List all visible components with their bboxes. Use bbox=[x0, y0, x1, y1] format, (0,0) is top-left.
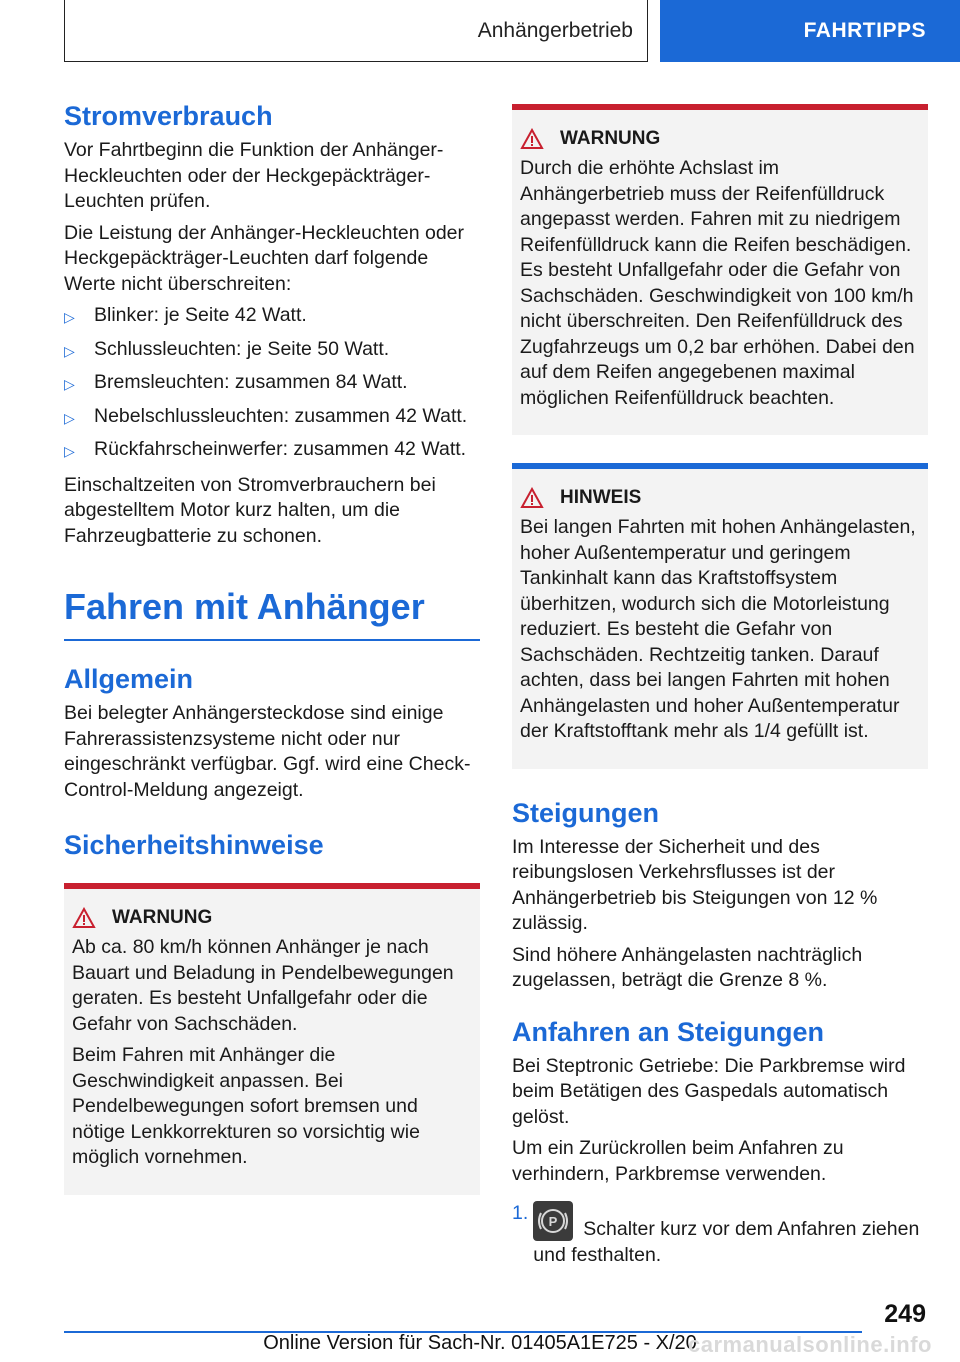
right-column bbox=[512, 104, 928, 1268]
warning-triangle-icon bbox=[520, 487, 560, 509]
triangle-bullet-icon: ▷ bbox=[64, 342, 75, 359]
paragraph: Im Interesse der Sicherheit und des reibungslosen Verkehrsflusses ist der Anhängerbetrieb bis Steigungen von 12 % zulässig. bbox=[512, 835, 878, 934]
hinweis-header: HINWEIS bbox=[520, 487, 920, 509]
paragraph: Beim Fahren mit Anhänger die Geschwindigkeit anpassen. Bei Pendelbewegungen sofort bremsen und nötige Lenkkorrekturen so vorsichtig wie möglich vornehmen. bbox=[72, 1044, 420, 1168]
paragraph: Sind höhere Anhängelasten nachträglich zugelassen, beträgt die Grenze 8 %. bbox=[512, 943, 863, 991]
list-item: ▷ Nebelschlussleuchten: zusammen 42 Watt. bbox=[64, 404, 480, 432]
heading-steigungen: Steigungen bbox=[512, 797, 659, 828]
section-label: Anhängerbetrieb bbox=[64, 0, 648, 62]
svg-text:P: P bbox=[548, 1214, 558, 1229]
warning-triangle-icon bbox=[72, 907, 112, 929]
paragraph: Bei belegter Anhängersteckdose sind einige Fahrerassistenzsysteme nicht oder nur eingeschränkt verfügbar. Ggf. wird eine Check-Control-Meldung angezeigt. bbox=[64, 702, 471, 801]
warning-header: WARNUNG bbox=[72, 907, 472, 929]
page-number: 249 bbox=[884, 1300, 926, 1328]
hinweis-box bbox=[512, 463, 928, 769]
warning-triangle-icon bbox=[520, 128, 560, 150]
watermark: carmanualsonline.info bbox=[688, 1332, 932, 1357]
page-header bbox=[0, 0, 960, 66]
heading-sicherheitshinweise: Sicherheitshinweise bbox=[64, 830, 324, 860]
triangle-bullet-icon: ▷ bbox=[64, 376, 75, 392]
list-item: ▷ Rückfahrscheinwerfer: zusammen 42 Watt. bbox=[64, 437, 480, 465]
chapter-label: FAHRTIPPS bbox=[660, 0, 960, 62]
online-version-text: Online Version für Sach-Nr. 01405A1E725 - X/20 bbox=[263, 1332, 697, 1354]
wattage-list bbox=[64, 303, 480, 465]
heading-allgemein: Allgemein bbox=[64, 664, 194, 694]
heading-fahren-mit-anhaenger: Fahren mit Anhänger bbox=[64, 585, 480, 641]
paragraph: Ab ca. 80 km/h können Anhänger je nach Bauart und Beladung in Pendelbewegungen geraten. Es besteht Unfallgefahr oder die Gefahr von Sachschäden. bbox=[72, 936, 454, 1035]
warning-box bbox=[512, 104, 928, 435]
paragraph: Die Leistung der Anhänger-Heckleuchten oder Heckgepäckträger-Leuchten darf folgende Werte nicht überschreiten: bbox=[64, 221, 465, 295]
step-number: 1. bbox=[512, 1202, 529, 1224]
paragraph: Bei Steptronic Getriebe: Die Parkbremse wird beim Betätigen des Gaspedals automatisch gelöst. bbox=[512, 1054, 906, 1128]
step-text: Schalter kurz vor dem Anfahren ziehen und festhalten. bbox=[533, 1218, 920, 1266]
heading-stromverbrauch: Stromverbrauch bbox=[64, 101, 273, 131]
left-column bbox=[64, 100, 480, 1195]
paragraph: Vor Fahrtbeginn die Funktion der Anhänger-Heckleuchten oder der Heckgepäckträger-Leuchten prüfen. bbox=[64, 139, 444, 212]
step-list-item bbox=[512, 1201, 928, 1268]
paragraph: Einschaltzeiten von Stromverbrauchern bei abgestelltem Motor kurz halten, um die Fahrzeugbatterie zu schonen. bbox=[64, 473, 436, 547]
triangle-bullet-icon: ▷ bbox=[64, 409, 75, 426]
paragraph: Um ein Zurückrollen beim Anfahren zu verhindern, Parkbremse verwenden. bbox=[512, 1137, 844, 1185]
list-item: ▷ Schlussleuchten: je Seite 50 Watt. bbox=[64, 337, 480, 365]
paragraph: Durch die erhöhte Achslast im Anhängerbetrieb muss der Reifenfülldruck angepasst werden. Fahren mit zu niedrigem Reifenfülldruck kann die Reifen beschädigen. Es besteht Unfallgefahr oder die Gefahr von Sachschäden. Geschwindigkeit von 100 km/h nicht überschreiten. Den Reifenfülldruck des Zugfahrzeugs um 0,2 bar erhöhen. Dabei den auf dem Reifen angegebenen maximal möglichen Reifenfülldruck beachten. bbox=[520, 157, 915, 409]
heading-anfahren-an-steigungen: Anfahren an Steigungen bbox=[512, 1016, 825, 1047]
list-item: ▷ Bremsleuchten: zusammen 84 Watt. bbox=[64, 370, 480, 398]
parking-brake-button-icon bbox=[533, 1201, 573, 1241]
list-item: ▷ Blinker: je Seite 42 Watt. bbox=[64, 303, 480, 331]
warning-box bbox=[64, 883, 480, 1195]
triangle-bullet-icon: ▷ bbox=[64, 443, 75, 459]
paragraph: Bei langen Fahrten mit hohen Anhängelasten, hoher Außentemperatur und geringem Tankinhalt kann das Kraftstoffsystem überhitzen, wodurch sich die Motorleistung reduziert. Es besteht die Gefahr von Sachschäden. Rechtzeitig tanken. Darauf achten, dass bei langen Fahrten mit hohen Anhängelasten und hoher Außentemperatur der Kraftstofftank mehr als 1/4 gefüllt ist. bbox=[520, 516, 916, 742]
triangle-bullet-icon: ▷ bbox=[64, 309, 75, 325]
warning-header: WARNUNG bbox=[520, 128, 920, 150]
